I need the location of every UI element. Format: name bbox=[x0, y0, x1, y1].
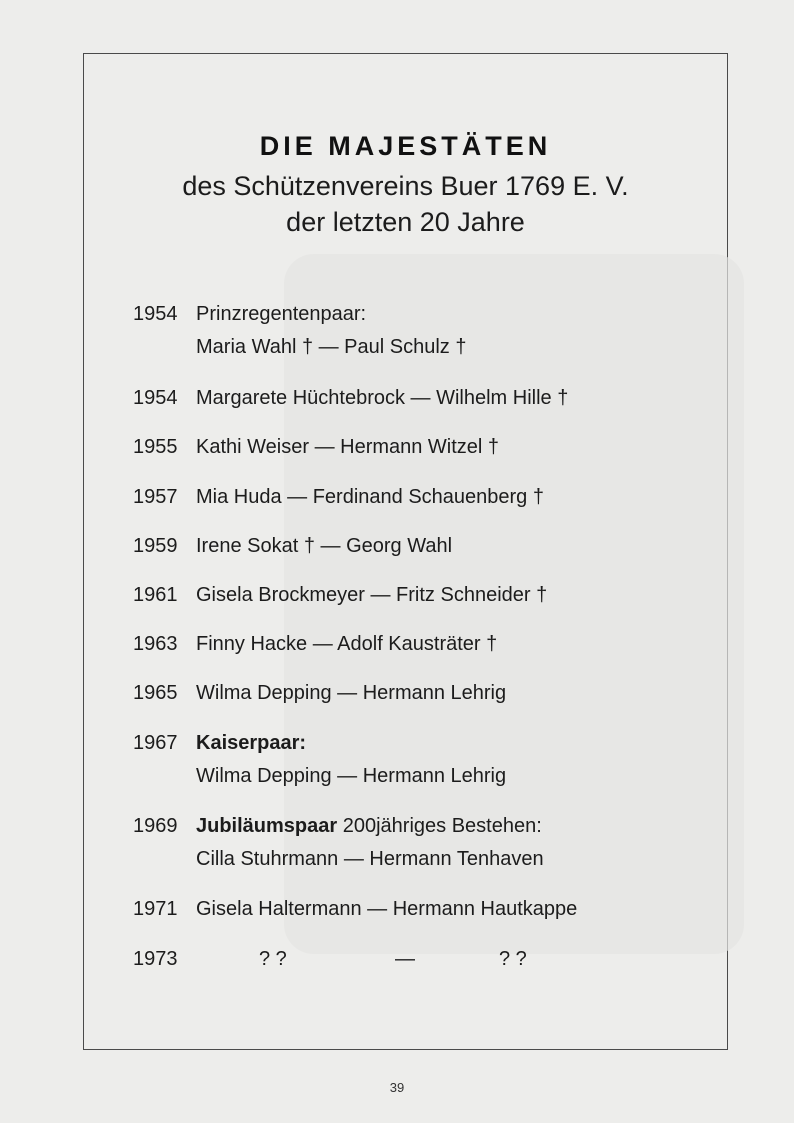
page-title: DIE MAJESTÄTEN bbox=[259, 131, 552, 161]
page-number: 39 bbox=[389, 1080, 405, 1095]
entry-year: 1957 bbox=[133, 486, 178, 508]
page-frame bbox=[83, 53, 728, 1050]
entry-year: 1954 bbox=[133, 303, 178, 325]
entry-dash: — bbox=[395, 948, 415, 970]
entry-line1: Prinzregentenpaar: bbox=[196, 303, 367, 325]
entry-line2: Maria Wahl † — Paul Schulz † bbox=[196, 336, 467, 358]
entry-year: 1973 bbox=[133, 948, 178, 970]
entry-year: 1967 bbox=[133, 732, 178, 754]
subtitle-line1: des Schützenvereins Buer 1769 E. V. bbox=[182, 171, 629, 201]
entry-line1: Kathi Weiser — Hermann Witzel † bbox=[196, 436, 500, 458]
entry-line1: Gisela Brockmeyer — Fritz Schneider † bbox=[196, 584, 548, 606]
entry-line1-rest: 200jähriges Bestehen: bbox=[337, 815, 542, 837]
entry-line1: Irene Sokat † — Georg Wahl bbox=[196, 535, 453, 557]
entry-year: 1955 bbox=[133, 436, 178, 458]
entry-line1: Kaiserpaar: bbox=[196, 732, 307, 754]
entry-line1: Finny Hacke — Adolf Kausträter † bbox=[196, 633, 498, 655]
entry-line1-bold: Jubiläumspaar bbox=[196, 815, 338, 837]
entry-line1 bbox=[196, 815, 542, 838]
entry-year: 1969 bbox=[133, 815, 178, 837]
entry-year: 1971 bbox=[133, 898, 178, 920]
entry-line1: Gisela Haltermann — Hermann Hautkappe bbox=[196, 898, 578, 920]
entry-line1: Margarete Hüchtebrock — Wilhelm Hille † bbox=[196, 387, 569, 409]
entry-unknown-2: ? ? bbox=[499, 948, 527, 970]
entry-unknown-1: ? ? bbox=[259, 948, 287, 970]
entry-year: 1963 bbox=[133, 633, 178, 655]
entry-year: 1959 bbox=[133, 535, 178, 557]
entry-year: 1954 bbox=[133, 387, 178, 409]
entry-line2: Wilma Depping — Hermann Lehrig bbox=[196, 765, 507, 787]
entry-line1: Wilma Depping — Hermann Lehrig bbox=[196, 682, 507, 704]
entry-line2: Cilla Stuhrmann — Hermann Tenhaven bbox=[196, 848, 544, 870]
subtitle-line2: der letzten 20 Jahre bbox=[286, 207, 525, 237]
entry-year: 1961 bbox=[133, 584, 178, 606]
entry-year: 1965 bbox=[133, 682, 178, 704]
entry-line1: Mia Huda — Ferdinand Schauenberg † bbox=[196, 486, 544, 508]
